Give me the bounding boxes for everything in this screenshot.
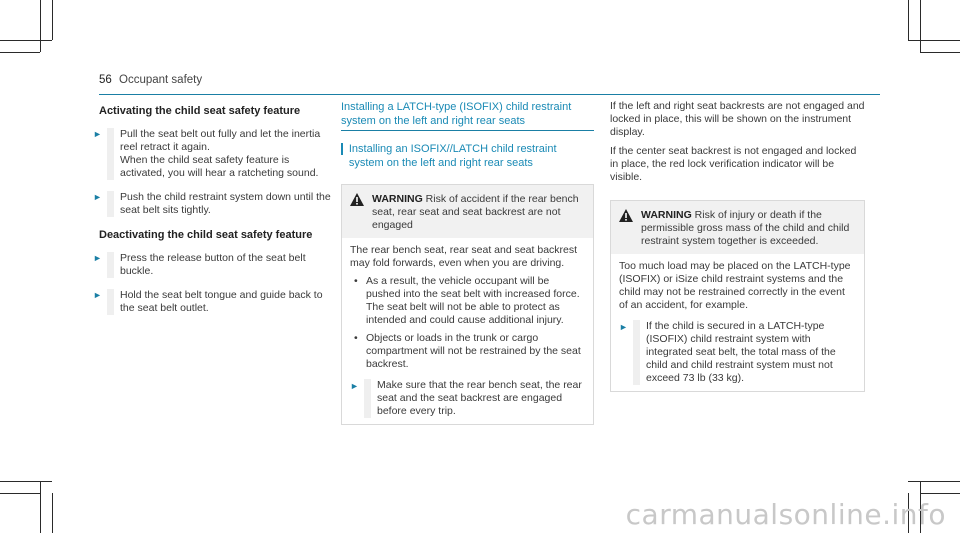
column-3 [610,100,865,392]
step-shade [364,379,371,418]
step-item [69,289,332,315]
warning-title-text: Risk of accident if the rear bench seat, rear seat and seat backrest are not engaged [372,193,579,231]
triangle-right-icon: ► [93,253,102,263]
paragraph: If the center seat backrest is not engaged and locked in place, the red lock verification indicator will be visible. [610,145,857,183]
dot-icon: • [354,275,358,287]
crop-mark [52,0,53,40]
step-text: Pull the seat belt out fully and let the inertia reel retract it again. When the child seat safety feature is activated, you will hear a ratcheting sound. [120,128,321,179]
step-text: Press the release button of the seat belt buckle. [120,252,306,277]
list-item-text: As a result, the vehicle occupant will be pushed into the seat belt with increased force. The seat belt will not be able to protect as intended and could cause additional injury. [366,275,580,326]
dot-icon: • [354,332,358,344]
crop-mark [920,0,921,52]
crop-mark [0,493,40,494]
warning-intro: Too much load may be placed on the LATCH-type (ISOFIX) or iSize child restraint systems and the child may not be restrained correctly in the event of an accident, for example. [619,260,851,311]
page-header [99,72,880,95]
step-text: Hold the seat belt tongue and guide back to the seat belt outlet. [120,289,323,314]
warning-intro: The rear bench seat, rear seat and seat backrest may fold forwards, even when you are driving. [350,244,578,269]
step-shade [107,252,114,278]
warning-title-text: Risk of injury or death if the permissible gross mass of the child and child restraint system together is exceeded. [641,209,850,247]
step-text: Make sure that the rear bench seat, the rear seat and the seat backrest are engaged before every trip. [377,379,582,417]
warning-title [641,209,856,248]
warning-body [342,238,593,424]
step-item [350,379,585,418]
step-item [69,252,332,278]
list-item-text: Objects or loads in the trunk or cargo compartment will not be restrained by the seat backrest. [366,332,581,370]
column-2 [341,100,594,425]
crop-mark [0,52,40,53]
subheading-text: Installing an ISOFIX//LATCH child restraint system on the left and right rear seats [348,143,557,169]
list-item [350,275,585,327]
paragraph: If the left and right seat backrests are not engaged and locked in place, this will be shown on the instrument display. [610,100,865,138]
step-shade [107,128,114,180]
crop-mark [920,493,960,494]
subheading-marker [341,143,343,155]
column-1 [93,100,332,326]
warning-header [342,185,593,238]
warning-box [610,200,865,392]
step-shade [107,191,114,217]
page-number: 56 [99,74,112,86]
warning-triangle-icon [619,209,641,248]
crop-mark [0,481,52,482]
crop-mark [908,0,909,40]
step-item [69,191,332,217]
triangle-right-icon: ► [93,192,102,202]
step-item [619,320,856,385]
step-item [69,128,332,180]
crop-mark [920,52,960,53]
warning-title [372,193,585,232]
heading-deactivating: Deactivating the child seat safety feature [99,229,313,241]
warning-triangle-icon [350,193,372,232]
triangle-right-icon: ► [619,322,628,332]
section-title: Occupant safety [119,74,203,86]
subheading [341,142,594,170]
list-item [350,332,585,371]
warning-body [611,254,864,391]
crop-mark [908,40,960,41]
step-text: If the child is secured in a LATCH-type (ISOFIX) child restraint system with integrated seat belt, the total mass of the child and child restraint system must not exceed 73 lb (33 kg). [646,320,836,384]
crop-mark [0,40,52,41]
triangle-right-icon: ► [350,381,359,391]
section-heading: Installing a LATCH-type (ISOFIX) child restraint system on the left and right rear seats [341,100,594,131]
step-text: Push the child restraint system down until the seat belt sits tightly. [120,191,331,216]
heading-activating: Activating the child seat safety feature [99,105,301,117]
crop-mark [908,481,960,482]
step-shade [633,320,640,385]
step-shade [107,289,114,315]
warning-header [611,201,864,254]
crop-mark [40,0,41,52]
watermark: carmanualsonline.info [625,498,946,531]
crop-mark [40,481,41,533]
crop-mark [52,493,53,533]
warning-box [341,184,594,425]
warning-label: WARNING [641,209,695,221]
triangle-right-icon: ► [93,129,102,139]
triangle-right-icon: ► [93,290,102,300]
warning-label: WARNING [372,193,426,205]
